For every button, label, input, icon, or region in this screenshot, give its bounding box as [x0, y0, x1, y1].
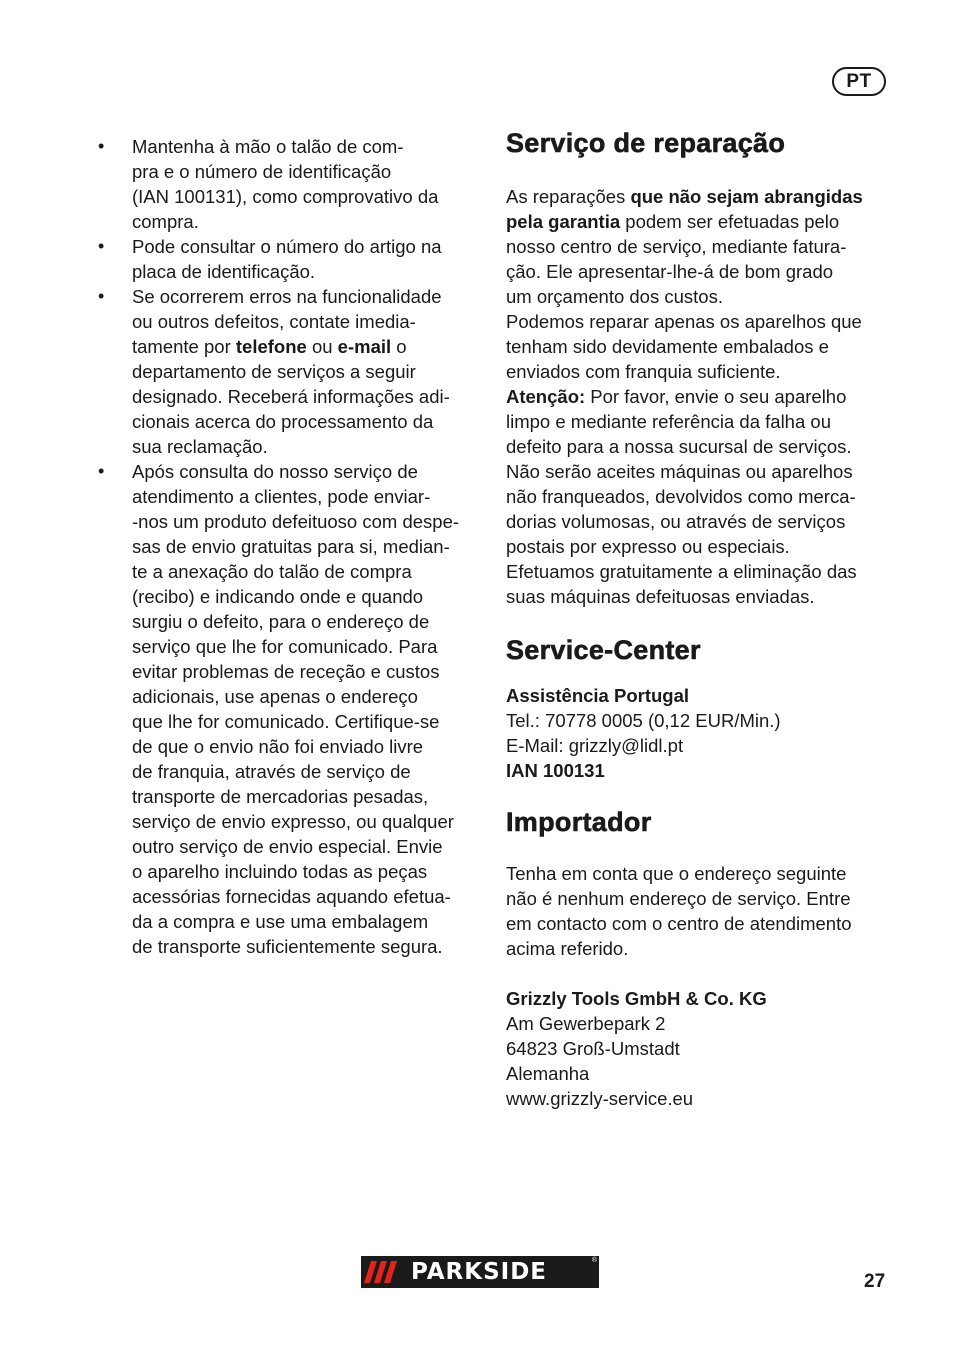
warranty-instructions-column: [96, 134, 486, 959]
importer-city: 64823 Groß-Umstadt: [506, 1038, 680, 1059]
repair-service-heading: Serviço de reparação: [506, 128, 786, 158]
list-item: [96, 234, 486, 284]
importer-note: Tenha em conta que o endereço seguinte não é nenhum endereço de serviço. Entre em contacto com o centro de atendimento acima referido.: [506, 863, 852, 959]
importer-street: Am Gewerbepark 2: [506, 1013, 666, 1034]
importer-country: Alemanha: [506, 1063, 590, 1084]
importer-heading: Importador: [506, 807, 652, 837]
page-number: 27: [864, 1271, 886, 1292]
list-item: [96, 284, 486, 459]
repair-emphasis: que não sejam abrangidas pela garantia: [506, 186, 863, 232]
spacer: [506, 961, 892, 986]
importer-website: www.grizzly-service.eu: [506, 1088, 694, 1109]
service-center-heading: Service-Center: [506, 635, 701, 665]
instruction-list: [96, 134, 486, 959]
importer-company: Grizzly Tools GmbH & Co. KG: [506, 988, 767, 1009]
repair-text: podem ser efetuadas pelo nosso centro de serviço, mediante fatura- ção. Ele apresentar-lhe-á de bom grado um orçamento dos custos.: [506, 211, 847, 307]
repair-paragraph: [506, 184, 892, 309]
parkside-logo: [361, 1256, 599, 1288]
list-item: [96, 134, 486, 234]
repair-paragraph: Podemos reparar apenas os aparelhos que tenham sido devidamente embalados e enviados com franquia suficiente.: [506, 311, 862, 382]
attention-label: Atenção:: [506, 386, 586, 407]
list-item-text: o departamento de serviços a seguir designado. Receberá informações adi- cionais acerca do processamento da sua reclamação.: [132, 336, 450, 457]
service-center-name: Assistência Portugal: [506, 685, 690, 706]
brand-name: PARKSIDE: [411, 1259, 548, 1285]
ian-number: IAN 100131: [506, 760, 605, 781]
list-item: [96, 459, 486, 959]
email-emphasis: e-mail: [337, 336, 392, 357]
language-badge: PT: [832, 67, 886, 96]
registered-mark: ®: [591, 1257, 597, 1264]
list-item-text: Se ocorrerem erros na funcionalidade ou outros defeitos, contate imedia- tamente por: [132, 286, 442, 357]
service-info-column: [506, 126, 892, 1111]
attention-text: Por favor, envie o seu aparelho limpo e mediante referência da falha ou defeito para a nossa sucursal de serviços. Não serão aceites máquinas ou aparelhos não franqueados, devolvidos como merca- dorias volumosas, ou através de serviços postais por expresso ou especiais. Efetuamos gratuitamente a eliminação das suas máquinas defeituosas enviadas.: [506, 386, 857, 607]
list-item-text: ou: [306, 336, 338, 357]
phone-emphasis: telefone: [235, 336, 307, 357]
list-item-text: Pode consultar o número do artigo na placa de identificação.: [132, 236, 442, 282]
service-email: E-Mail: grizzly@lidl.pt: [506, 735, 684, 756]
list-item-text: Após consulta do nosso serviço de atendimento a clientes, pode enviar- -nos um produto defeituoso com despe- sas de envio gratuitas para si, median- te a anexação do talão de compra (recibo) e indicando onde e quando surgiu o defeito, para o endereço de serviço que lhe for comunicado. Para evitar problemas de receção e custos adicionais, use apenas o endereço que lhe for comunicado. Certifique-se de que o envio não foi enviado livre de franquia, através de serviço de transporte de mercadorias pesadas, serviço de envio expresso, ou qualquer outro serviço de envio especial. Envie o aparelho incluindo todas as peças acessórias fornecidas aquando efetua- da a compra e use uma embalagem de transporte suficientemente segura.: [132, 461, 460, 957]
repair-text: As reparações: [506, 186, 631, 207]
list-item-text: Mantenha à mão o talão de com- pra e o número de identificação (IAN 100131), como comprovativo da compra.: [132, 136, 439, 232]
attention-paragraph: [506, 384, 892, 609]
stripes-icon: [361, 1256, 405, 1288]
service-phone: Tel.: 70778 0005 (0,12 EUR/Min.): [506, 710, 781, 731]
